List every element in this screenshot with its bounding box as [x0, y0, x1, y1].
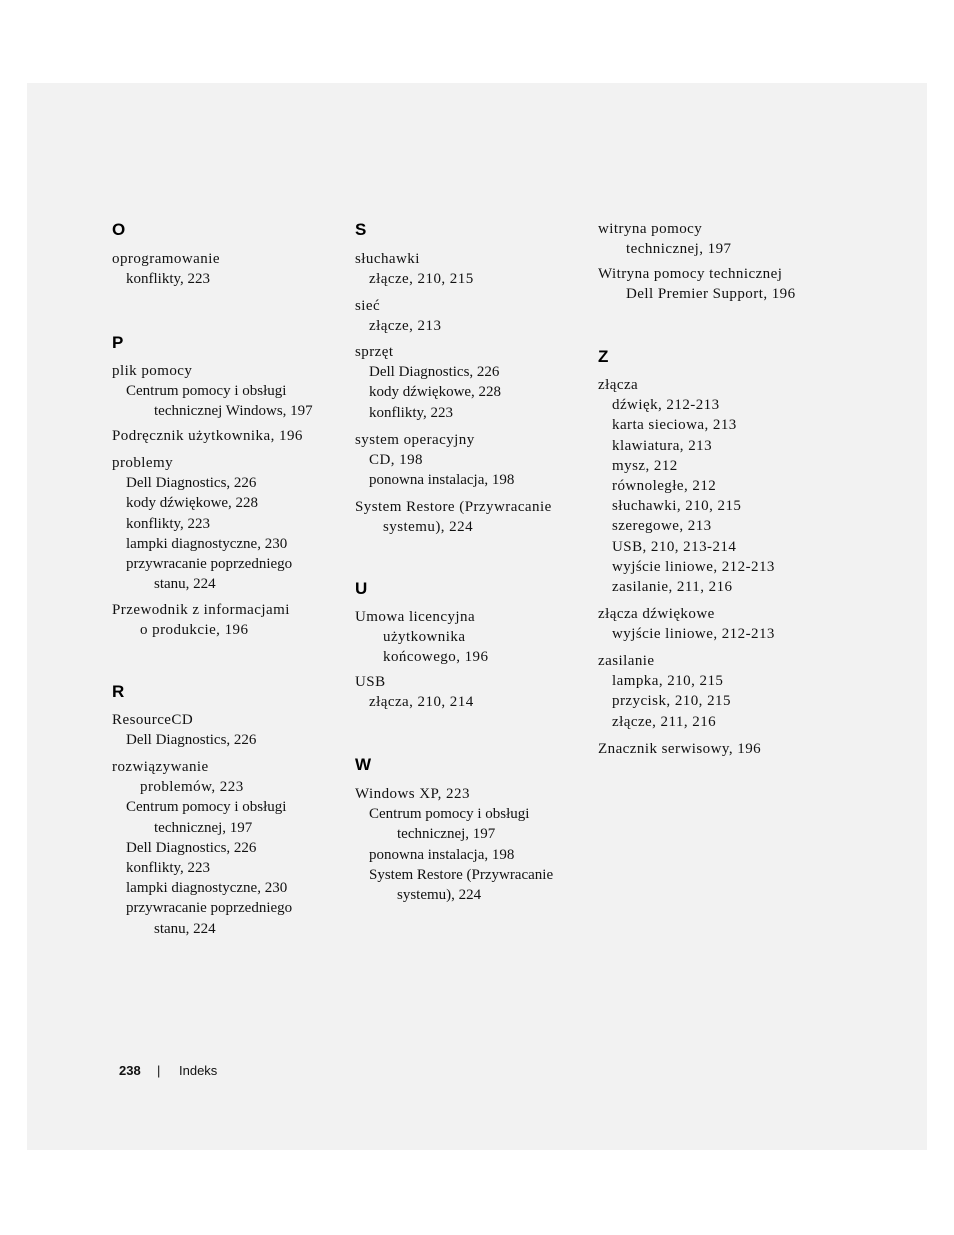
- index-entry: [598, 604, 838, 644]
- section-name: Indeks: [179, 1063, 218, 1078]
- index-subterm: wyjście liniowe, 212-213: [612, 558, 775, 575]
- index-term: sprzęt: [355, 344, 394, 360]
- index-subterm: wyjście liniowe, 212-213: [612, 626, 775, 643]
- index-subterm: Dell Diagnostics, 226: [369, 364, 500, 381]
- footer-separator: |: [157, 1063, 161, 1078]
- index-subterm: systemu), 224: [397, 886, 482, 903]
- index-subterm: technicznej, 197: [397, 826, 496, 843]
- index-letter-p: P: [112, 333, 124, 352]
- index-subterm: systemu), 224: [383, 519, 474, 536]
- index-subterm: szeregowe, 213: [612, 518, 712, 535]
- index-entry: [355, 342, 595, 423]
- index-entry: [112, 600, 352, 640]
- index-term: ResourceCD: [112, 712, 194, 728]
- index-term: plik pomocy: [112, 363, 193, 379]
- index-term: Windows XP, 223: [355, 786, 470, 802]
- index-subterm: Dell Premier Support, 196: [626, 286, 796, 303]
- index-term: Umowa licencyjna: [355, 609, 476, 625]
- page-number: 238: [119, 1063, 141, 1078]
- index-entry: [355, 607, 595, 668]
- index-subterm: końcowego, 196: [383, 649, 489, 666]
- index-term: System Restore (Przywracanie: [355, 499, 552, 515]
- index-subterm: dźwięk, 212-213: [612, 397, 720, 414]
- index-letter-u: U: [355, 579, 368, 598]
- index-subterm: technicznej Windows, 197: [154, 403, 313, 420]
- index-subterm: Dell Diagnostics, 226: [126, 839, 257, 856]
- index-entry: [112, 361, 352, 422]
- index-term: Podręcznik użytkownika, 196: [112, 428, 303, 444]
- index-subterm: technicznej, 197: [154, 819, 253, 836]
- index-subterm: o produkcie, 196: [140, 622, 249, 639]
- index-subterm: kody dźwiękowe, 228: [126, 495, 259, 512]
- index-term: Witryna pomocy technicznej: [598, 266, 783, 282]
- index-term: problemy: [112, 455, 174, 471]
- index-subterm: Centrum pomocy i obsługi: [126, 799, 287, 816]
- index-letter-o: O: [112, 220, 126, 239]
- index-subterm: konflikty, 223: [126, 859, 211, 876]
- index-subterm: stanu, 224: [154, 920, 216, 937]
- index-letter-z: Z: [598, 347, 609, 366]
- index-subterm: przywracanie poprzedniego: [126, 555, 293, 572]
- index-entry: [112, 710, 352, 750]
- index-subterm: karta sieciowa, 213: [612, 417, 737, 434]
- index-entry: [355, 249, 595, 289]
- index-subterm: złącze, 210, 215: [369, 271, 474, 288]
- index-entry: [355, 430, 595, 491]
- index-subterm: równoległe, 212: [612, 477, 717, 494]
- index-subterm: przycisk, 210, 215: [612, 693, 731, 710]
- index-entry: [355, 784, 595, 905]
- index-subterm: Centrum pomocy i obsługi: [126, 383, 287, 400]
- index-entry: [112, 249, 352, 289]
- index-subterm: problemów, 223: [140, 779, 244, 796]
- index-entry: [598, 739, 838, 759]
- index-subterm: System Restore (Przywracanie: [369, 866, 554, 883]
- index-subterm: złącze, 211, 216: [612, 713, 717, 730]
- index-entry: [112, 757, 352, 939]
- index-entry: [598, 264, 838, 304]
- index-subterm: przywracanie poprzedniego: [126, 900, 293, 917]
- index-subterm: ponowna instalacja, 198: [369, 472, 515, 489]
- index-term: zasilanie: [598, 653, 655, 669]
- index-term: sieć: [355, 298, 381, 314]
- index-subterm: ponowna instalacja, 198: [369, 846, 515, 863]
- index-term: oprogramowanie: [112, 251, 220, 267]
- index-subterm: USB, 210, 213-214: [612, 538, 737, 555]
- index-subterm: CD, 198: [369, 452, 423, 469]
- index-subterm: konflikty, 223: [369, 404, 454, 421]
- index-entry: [112, 426, 352, 446]
- index-subterm: Centrum pomocy i obsługi: [369, 806, 530, 823]
- index-letter-s: S: [355, 220, 367, 239]
- index-subterm: Dell Diagnostics, 226: [126, 475, 257, 492]
- index-entry: [598, 219, 838, 259]
- index-entry: [355, 497, 595, 537]
- index-subterm: lampka, 210, 215: [612, 673, 724, 690]
- index-subterm: złącza, 210, 214: [369, 694, 474, 711]
- index-entry: [598, 375, 838, 597]
- index-page: [27, 83, 927, 1150]
- index-term: złącza dźwiękowe: [598, 606, 715, 622]
- index-subterm: Dell Diagnostics, 226: [126, 732, 257, 749]
- index-term: USB: [355, 674, 386, 690]
- index-subterm: kody dźwiękowe, 228: [369, 384, 502, 401]
- index-subterm: słuchawki, 210, 215: [612, 498, 742, 515]
- index-subterm: technicznej, 197: [626, 241, 732, 258]
- index-subterm: mysz, 212: [612, 457, 678, 474]
- index-subterm: stanu, 224: [154, 576, 216, 593]
- index-term: Przewodnik z informacjami: [112, 602, 290, 618]
- index-subterm: lampki diagnostyczne, 230: [126, 535, 288, 552]
- index-subterm: lampki diagnostyczne, 230: [126, 880, 288, 897]
- index-subterm: konflikty, 223: [126, 515, 211, 532]
- index-term: Znacznik serwisowy, 196: [598, 741, 762, 757]
- index-entry: [355, 296, 595, 336]
- index-subterm: złącze, 213: [369, 318, 442, 335]
- index-entry: [355, 672, 595, 712]
- index-subterm: użytkownika: [383, 629, 466, 646]
- index-term: system operacyjny: [355, 432, 475, 448]
- index-subterm: konflikty, 223: [126, 271, 211, 288]
- index-term: rozwiązywanie: [112, 759, 209, 775]
- index-letter-r: R: [112, 682, 125, 701]
- index-term: witryna pomocy: [598, 221, 703, 237]
- index-term: złącza: [598, 377, 639, 393]
- index-subterm: klawiatura, 213: [612, 437, 713, 454]
- index-entry: [112, 453, 352, 594]
- index-letter-w: W: [355, 755, 372, 774]
- index-term: słuchawki: [355, 251, 420, 267]
- index-subterm: zasilanie, 211, 216: [612, 578, 733, 595]
- index-entry: [598, 651, 838, 732]
